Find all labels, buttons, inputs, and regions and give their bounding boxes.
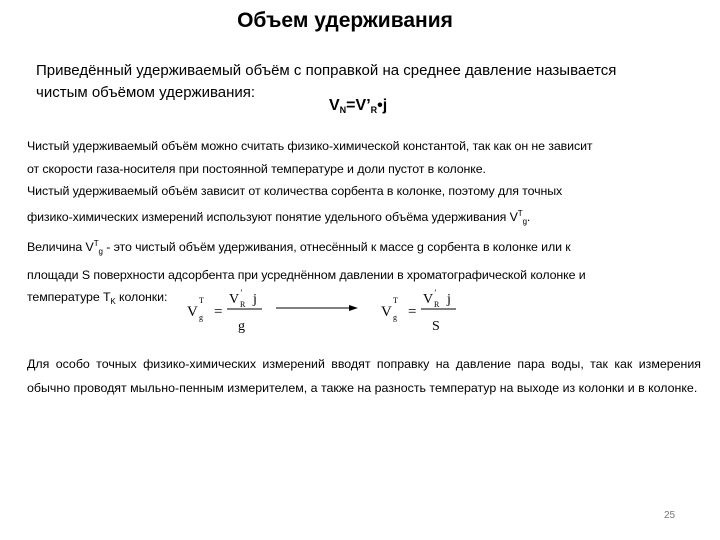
lhs-sup-t: T bbox=[199, 296, 204, 305]
body-line-7-end: колонки: bbox=[115, 290, 168, 304]
symbol-sup-t: T bbox=[517, 208, 523, 218]
body-line-4-text: физико-химических измерений используют понятие удельного объёма удерживания V bbox=[27, 209, 518, 224]
formula-eq: =V’ bbox=[346, 97, 371, 114]
body-line-1: Чистый удерживаемый объём можно считать физико-химической константой, так как он не зависит bbox=[27, 139, 593, 153]
symbol-sub-g: g bbox=[522, 216, 527, 226]
lhs-v: V bbox=[187, 304, 198, 320]
slide-title: Объем удерживания bbox=[237, 9, 453, 32]
body-line-5 bbox=[27, 233, 707, 264]
symbol-sub-g-2: g bbox=[98, 247, 103, 256]
den-s: S bbox=[432, 319, 440, 334]
equals-sign: = bbox=[408, 304, 417, 320]
net-retention-volume-formula bbox=[329, 97, 387, 115]
num-v: V bbox=[229, 292, 240, 307]
formula-sub-r: R bbox=[370, 105, 378, 115]
lhs-sup-t: T bbox=[393, 296, 398, 305]
den-g: g bbox=[238, 319, 245, 334]
formula-tail: •j bbox=[377, 97, 388, 114]
formula-sub-n: N bbox=[339, 105, 347, 115]
intro-line-1: Приведённый удерживаемый объём с поправкой на среднее давление называется bbox=[36, 62, 617, 79]
num-v: V bbox=[423, 292, 434, 307]
body-line-4 bbox=[27, 203, 707, 234]
body-line-7 bbox=[27, 286, 707, 314]
intro-line-2: чистым объёмом удерживания: bbox=[36, 84, 256, 101]
num-prime: ’ bbox=[434, 288, 437, 297]
body-line-5-start: Величина V bbox=[27, 240, 94, 254]
body-paragraph bbox=[27, 135, 707, 314]
symbol-sub-k: K bbox=[110, 297, 116, 306]
body-line-3: Чистый удерживаемый объём зависит от количества сорбента в колонке, поэтому для точных bbox=[27, 184, 563, 198]
body-line-7-start: температуре T bbox=[27, 290, 111, 304]
equals-sign: = bbox=[214, 304, 223, 320]
num-j: j bbox=[253, 292, 257, 307]
page-number: 25 bbox=[664, 510, 676, 521]
lhs-v: V bbox=[381, 304, 392, 320]
lhs-sub-g: g bbox=[393, 313, 397, 322]
corrections-paragraph: Для особо точных физико-химических измерений вводят поправку на давление пара воды, так как измерения обычно проводят мыльно-пенным измерителем, а также на разность температур на выходе из колонки и в колонке. bbox=[27, 357, 701, 395]
num-sub-r: R bbox=[240, 300, 246, 309]
body-line-2: от скорости газа-носителя при постоянной температуре и доли пустот в колонке. bbox=[27, 161, 486, 176]
lhs-sub-g: g bbox=[199, 313, 203, 322]
body-line-4-end: . bbox=[526, 209, 531, 224]
body-line-5-text: - это чистый объём удерживания, отнесённый к массе g сорбента в колонке или к bbox=[102, 240, 571, 254]
body-line-6: площади S поверхности адсорбента при усреднённом давлении в хроматографической колонке и bbox=[27, 267, 586, 282]
num-sub-r: R bbox=[434, 300, 440, 309]
num-prime: ’ bbox=[240, 288, 243, 297]
num-j: j bbox=[447, 292, 451, 307]
formula-v: V bbox=[329, 97, 340, 114]
symbol-sup-t-2: T bbox=[93, 239, 99, 248]
